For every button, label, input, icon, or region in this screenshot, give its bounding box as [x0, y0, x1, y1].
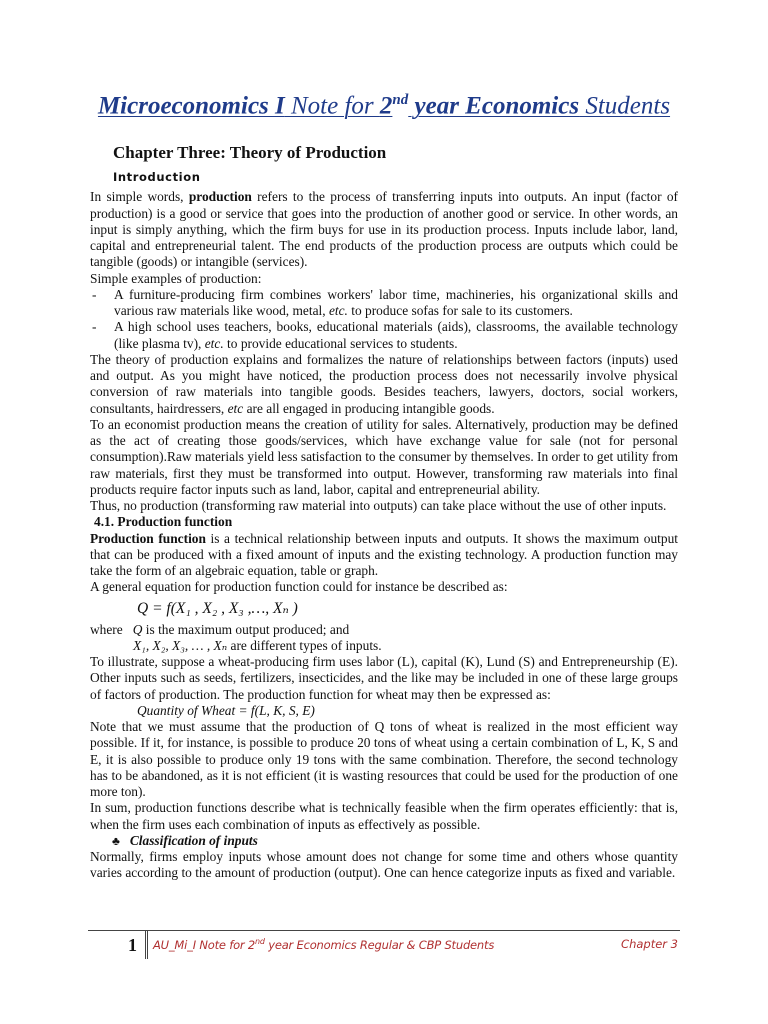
bullet-dash: -	[92, 286, 97, 302]
text: In simple words,	[90, 189, 189, 205]
list-item	[90, 287, 678, 320]
list-item	[90, 319, 678, 352]
italic-text: X₁, X₂, X₃, … , Xₙ	[133, 637, 228, 653]
title-part: 2	[379, 92, 393, 120]
club-icon: ♣	[112, 833, 120, 848]
text: where	[90, 621, 133, 637]
footer-left-text	[153, 937, 494, 952]
paragraph: Simple examples of production:	[90, 270, 262, 286]
text: year Economics Regular & CBP Students	[264, 937, 495, 952]
equation: Q = f(X₁ , X₂ , X₃ ,…, Xₙ )	[137, 599, 298, 617]
paragraph	[90, 189, 678, 270]
italic-text: Q	[132, 621, 143, 637]
italic-text: etc	[227, 400, 244, 416]
title-part: Students	[579, 92, 671, 120]
paragraph	[90, 352, 678, 417]
paragraph: Normally, firms employ inputs whose amount does not change for some time and others whose quantity varies according to the amount of production (output). One can hence categorize inputs as fixed and variable.	[90, 849, 678, 881]
superscript: nd	[255, 937, 265, 946]
paragraph	[90, 622, 678, 638]
text: A high school uses teachers, books, educational materials (aids), classrooms, the available technology (like plasma tv),	[114, 319, 678, 351]
paragraph	[90, 531, 678, 580]
bullet-dash: -	[92, 319, 97, 335]
page-footer	[88, 930, 680, 959]
title-part: year Economics	[408, 92, 580, 120]
footer-divider	[145, 931, 148, 959]
equation: Quantity of Wheat = f(L, K, S, E)	[137, 702, 315, 718]
subsection-heading	[112, 833, 678, 849]
paragraph: Thus, no production (transforming raw material into outputs) can take place without the use of other inputs.	[90, 498, 667, 513]
italic-text: etc.	[204, 335, 224, 351]
text: to provide educational services to students.	[223, 335, 458, 351]
document-body	[90, 140, 678, 882]
paragraph: To illustrate, suppose a wheat-producing firm uses labor (L), capital (K), Lund (S) and Entrepreneurship (E). Other inputs such as seeds, fertilizers, insecticides, and the like may be included in one of these large groups of factors of production. The production function for wheat may then be expressed as:	[90, 654, 678, 702]
text: is the maximum output produced; and	[142, 621, 350, 637]
title-part: Note for	[284, 92, 380, 120]
text: Classification of inputs	[129, 832, 258, 848]
list-item-text	[114, 319, 678, 352]
page-number: 1	[128, 935, 137, 955]
text: are all engaged in producing intangible goods.	[243, 400, 495, 416]
italic-text: etc.	[328, 303, 348, 318]
page-title	[0, 92, 768, 120]
text: refers to the process of transferring inputs into outputs. An input (factor of production) is a good or service that goes into the production of another good or service. In other words, an input is simply anything, which the firm buys for use in its production process. Inputs include labor, land, capital and entrepreneurial talent. The end products of the production process are outputs which could be tangible (goods) or intangible (services).	[90, 189, 679, 270]
paragraph: To an economist production means the creation of utility for sales. Alternatively, production may be defined as the act of creating those goods/services, which have exchange value for sale (not for personal consumption).Raw materials yield less satisfaction to the consumer by themselves. In order to get utility from raw materials, first they must be transformed into output. However, transforming raw materials into final products require factor inputs such as land, labor, capital and entrepreneurial ability.	[90, 416, 678, 497]
title-superscript: nd	[392, 92, 409, 108]
section-heading: 4.1. Production function	[94, 514, 233, 530]
paragraph: Note that we must assume that the production of Q tons of wheat is realized in the most efficient way possible. If it, for instance, is possible to produce 20 tons of wheat using a certain combination of L, K, S and E, it is also possible to produce only 19 tons with the same combination. Therefore, the second technology has to be abandoned, as it is not efficient (it is wasting resources that could be used for the production of one more ton).	[90, 719, 678, 799]
text: are different types of inputs.	[227, 637, 382, 653]
text: AU_Mi_I Note for 2	[153, 937, 256, 952]
intro-heading: Introduction	[113, 170, 201, 184]
bold-term: Production function	[90, 530, 206, 546]
text: to produce sofas for sale to its customers.	[347, 303, 573, 318]
chapter-title: Chapter Three: Theory of Production	[113, 143, 387, 162]
list-item-text	[114, 287, 678, 320]
paragraph	[133, 638, 678, 654]
footer-chapter: Chapter 3	[621, 937, 678, 951]
title-part: Microeconomics I	[97, 92, 285, 120]
paragraph: In sum, production functions describe what is technically feasible when the firm operates efficiently: that is, when the firm uses each combination of inputs as effectively as possible.	[90, 800, 678, 832]
text: The theory of production explains and formalizes the nature of relationships between factors (inputs) used and output. As you might have noticed, the production process does not necessarily involve physical conversion of raw materials into tangible goods. Besides teachers, lawyers, doctors, social workers, consultants, hairdressers,	[90, 351, 678, 416]
bold-term: production	[188, 189, 252, 205]
text: A furniture-producing firm combines workers' labor time, machineries, his organizational skills and various raw materials like wood, metal,	[114, 286, 678, 318]
paragraph: A general equation for production function could for instance be described as:	[90, 579, 508, 595]
text: is a technical relationship between inputs and outputs. It shows the maximum output that can be produced with a fixed amount of inputs and the existing technology. A production function may take the form of an algebraic equation, table or graph.	[90, 530, 679, 578]
